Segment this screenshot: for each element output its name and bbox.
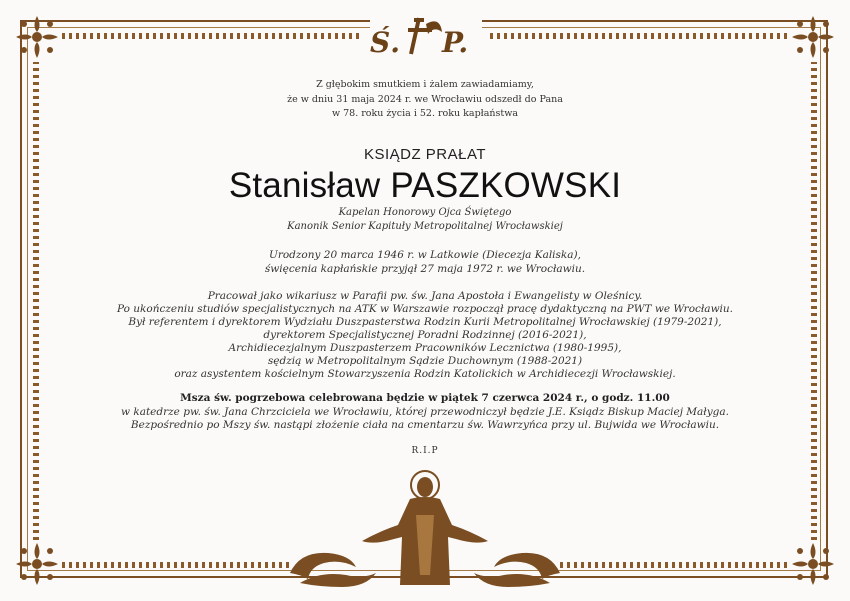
born-line: święcenia kapłańskie przyjął 27 maja 1972 r. we Wrocławiu. [264, 263, 586, 275]
bio-line: oraz asystentem kościelnym Stowarzyszenia Rodzin Katolickich w Archidiecezji Wrocławskiej. [174, 368, 676, 380]
chain-border-top-left [62, 33, 362, 39]
intro-line: w 78. roku życia i 52. roku kapłaństwa [331, 108, 519, 119]
sp-monogram-icon [370, 14, 482, 58]
biography [0, 290, 850, 381]
birth-ordination-info [0, 248, 850, 276]
chain-border-top-right [490, 33, 790, 39]
mass-line-bold: Msza św. pogrzebowa celebrowana będzie w piątek 7 czerwca 2024 r., o godz. 11.00 [180, 392, 670, 404]
rank-title: KSIĄDZ PRAŁAT [363, 146, 487, 163]
bio-line: dyrektorem Specjalistycznej Poradni Rodzinnej (2016-2021), [263, 329, 587, 341]
title-line: Kanonik Senior Kapituły Metropolitalnej Wrocławskiej [287, 221, 563, 232]
chain-border-bottom-right [560, 562, 790, 568]
honorary-titles [0, 206, 850, 234]
funeral-mass-info [0, 392, 850, 433]
bio-line: Był referentem i dyrektorem Wydziału Duszpasterstwa Rodzin Kurii Metropolitalnej Wrocławskiej (1979-2021), [128, 316, 722, 328]
bio-line: Pracował jako wikariusz w Parafii pw. św. Jana Apostoła i Ewangelisty w Oleśnicy. [207, 290, 643, 302]
fleur-corner-icon [14, 14, 60, 60]
mass-line: Bezpośrednio po Mszy św. nastąpi złożenie ciała na cmentarzu św. Wawrzyńca przy ul. Bujwida we Wrocławiu. [130, 419, 720, 431]
title-line: Kapelan Honorowy Ojca Świętego [338, 207, 512, 218]
bio-line: Po ukończeniu studiów specjalistycznych na ATK w Warszawie rozpoczął pracę dydaktyczną na PWT we Wrocławiu. [116, 303, 734, 315]
svg-text:Ś.: Ś. [370, 26, 400, 58]
chain-border-bottom-left [62, 562, 292, 568]
bio-line: sędzią w Metropolitalnym Sądzie Duchownym (1988-2021) [267, 355, 583, 367]
christ-figure-icon [280, 455, 570, 595]
intro-line: że w dniu 31 maja 2024 r. we Wrocławiu odszedł do Pana [287, 93, 563, 105]
fleur-corner-icon [790, 541, 836, 587]
fleur-corner-icon [14, 541, 60, 587]
fleur-corner-icon [790, 14, 836, 60]
intro-text [0, 78, 850, 122]
born-line: Urodzony 20 marca 1946 r. w Latkowie (Diecezja Kaliska), [268, 249, 581, 261]
intro-line: Z głębokim smutkiem i żalem zawiadamiamy, [316, 79, 534, 90]
svg-text:P.: P. [442, 26, 469, 58]
bio-line: Archidiecezjalnym Duszpasterzem Pracowników Lecznictwa (1980-1995), [228, 342, 622, 354]
rip-label: R.I.P [411, 446, 439, 456]
deceased-name: Stanisław PASZKOWSKI [228, 166, 622, 205]
mass-line: w katedrze pw. św. Jana Chrzciciela we Wrocławiu, której przewodniczył będzie J.E. Ksiądz Biskup Maciej Małyga. [121, 405, 729, 418]
